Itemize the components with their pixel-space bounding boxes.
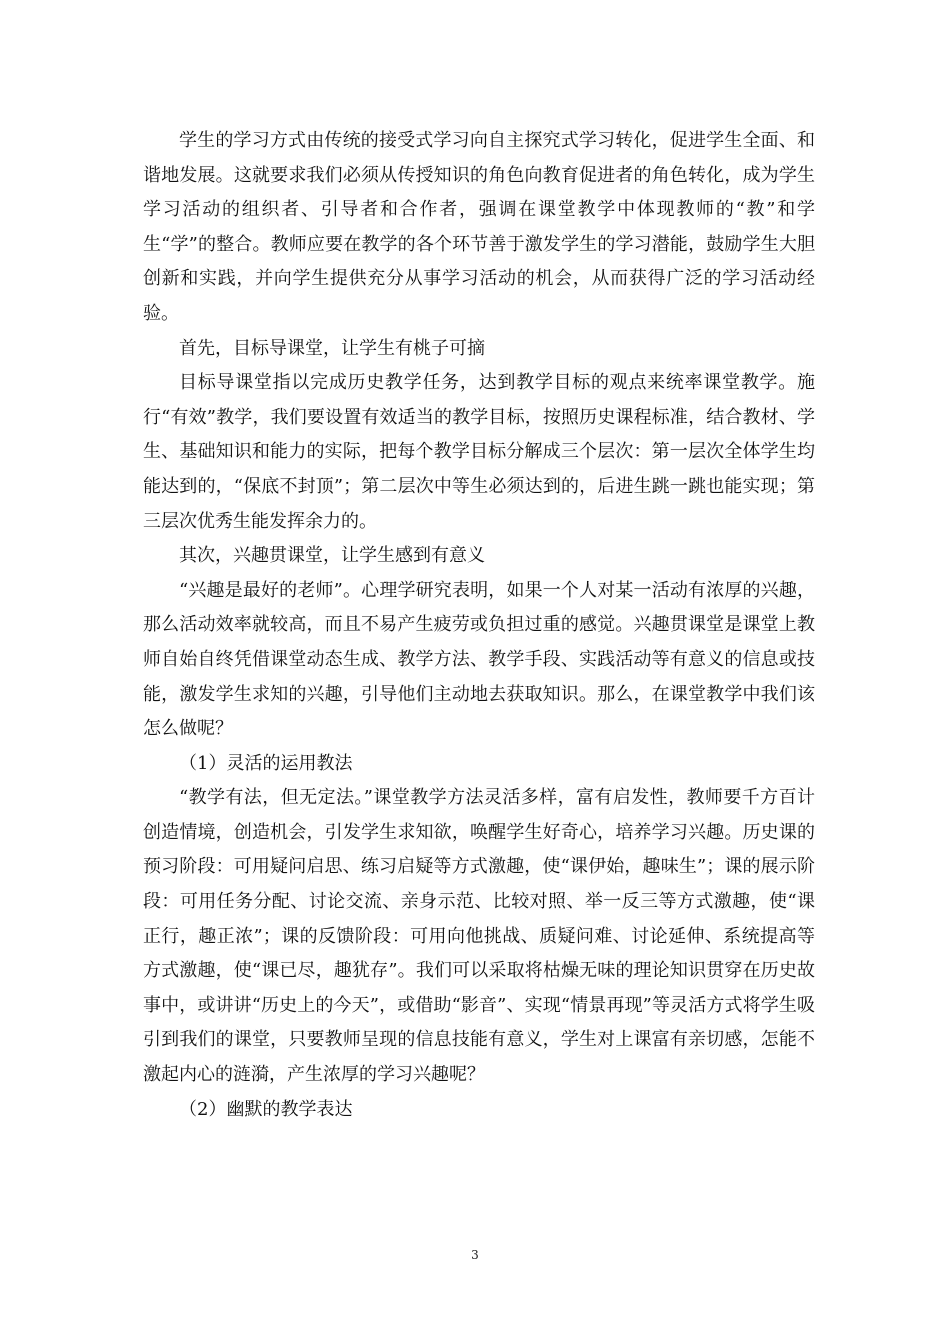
page-number: 3	[471, 1248, 479, 1262]
body-paragraph: 学生的学习方式由传统的接受式学习向自主探究式学习转化，促进学生全面、和谐地发展。这就要求我们必须从传授知识的角色向教育促进者的角色转化，成为学生学习活动的组织者、引导者和合作者，强调在课堂教学中体现教师的“教”和学生“学”的整合。教师应要在教学的各个环节善于激发学生的学习潜能，鼓励学生大胆创新和实践，并向学生提供充分从事学习活动的机会，从而获得广泛的学习活动经验。	[143, 130, 815, 324]
body-paragraph: “教学有法，但无定法。”课堂教学方法灵活多样，富有启发性，教师要千方百计创造情境，创造机会，引发学生求知欲，唤醒学生好奇心，培养学习兴趣。历史课的预习阶段：可用疑问启思、练习启疑等方式激趣，使“课伊始，趣味生”；课的展示阶段：可用任务分配、讨论交流、亲身示范、比较对照、举一反三等方式激趣，使“课正行，趣正浓”；课的反馈阶段：可用向他挑战、质疑问难、讨论延伸、系统提高等方式激趣，使“课已尽，趣犹存”。我们可以采取将枯燥无味的理论知识贯穿在历史故事中，或讲讲“历史上的今天”，或借助“影音”、实现“情景再现”等灵活方式将学生吸引到我们的课堂，只要教师呈现的信息技能有意义，学生对上课富有亲切感，怎能不激起内心的涟漪，产生浓厚的学习兴趣呢？	[143, 787, 815, 1086]
body-paragraph: 目标导课堂指以完成历史教学任务，达到教学目标的观点来统率课堂教学。施行“有效”教学，我们要设置有效适当的教学目标，按照历史课程标准，结合教材、学生、基础知识和能力的实际，把每个教学目标分解成三个层次：第一层次全体学生均能达到的，“保底不封顶”；第二层次中等生必须达到的，后进生跳一跳也能实现；第三层次优秀生能发挥余力的。	[143, 372, 815, 532]
section-heading: 其次，兴趣贯课堂，让学生感到有意义	[179, 545, 485, 567]
document-body	[143, 124, 815, 1127]
subsection-heading: （1）灵活的运用教法	[179, 752, 353, 774]
section-heading: 首先，目标导课堂，让学生有桃子可摘	[179, 337, 485, 359]
subsection-heading: （2）幽默的教学表达	[179, 1098, 353, 1120]
body-paragraph: “兴趣是最好的老师”。心理学研究表明，如果一个人对某一活动有浓厚的兴趣，那么活动效率就较高，而且不易产生疲劳或负担过重的感觉。兴趣贯课堂是课堂上教师自始自终凭借课堂动态生成、教学方法、教学手段、实践活动等有意义的信息或技能，激发学生求知的兴趣，引导他们主动地去获取知识。那么，在课堂教学中我们该怎么做呢？	[143, 579, 815, 740]
